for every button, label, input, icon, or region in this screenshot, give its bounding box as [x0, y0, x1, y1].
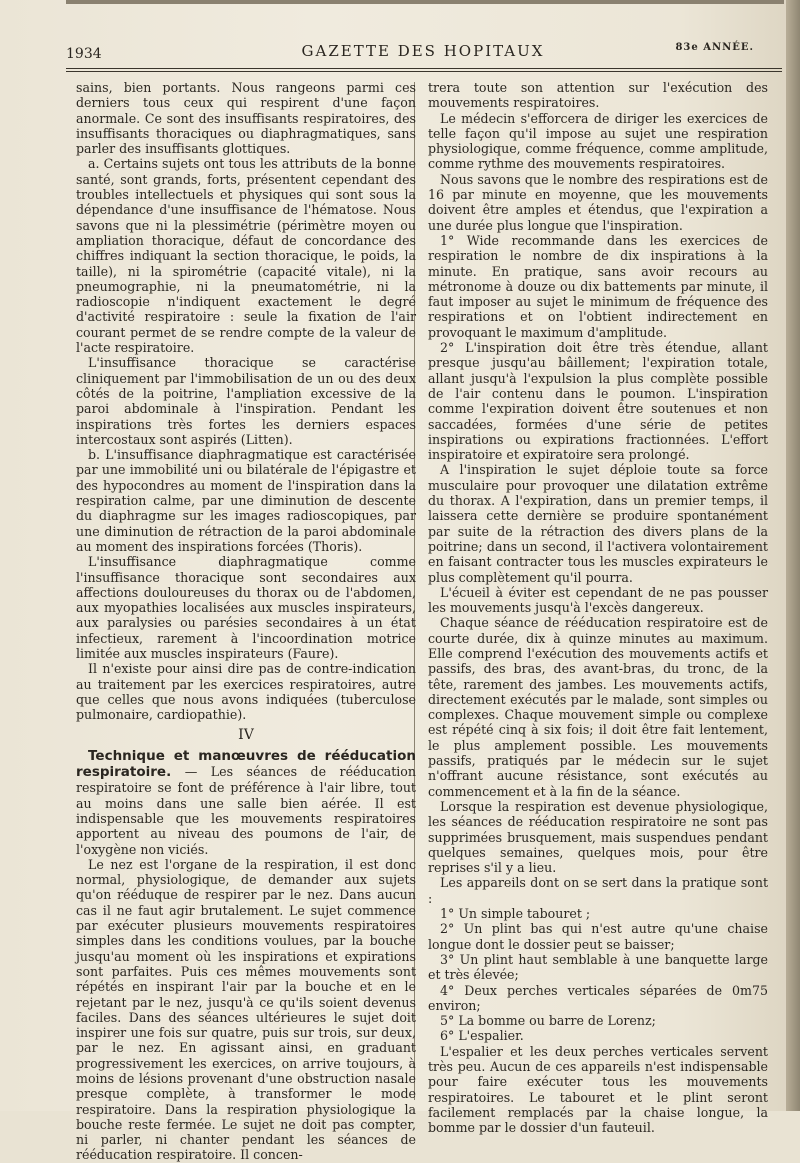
paragraph: Chaque séance de rééducation respiratoire est de courte durée, dix à quinze minutes au maximum. Elle comprend l'exécution des mouvements actifs et passifs, des bras, des avant-bras, du tronc, de la tête, rarement des jambes. Les mouvements actifs, directement exécutés par le malade, sont simples ou complexes. Chaque mouvement simple ou complexe est répété cinq à six fois; il doit être fait lentement, le plus amplement possible. Les mouvements passifs, pratiqués par le médecin sur le sujet n'offrant aucune résistance, sont exécutés au commencement et à la fin de la séance.: [428, 615, 768, 799]
paragraph: 1° Wide recommande dans les exercices de respiration le nombre de dix inspirations à la minute. En pratique, sans avoir recours au métronome à douze ou dix battements par minute, il faut imposer au sujet le minimum de fréquence des respirations et on l'obtient indirectement en provoquant le maximum d'amplitude.: [428, 232, 768, 340]
left-column: [76, 80, 416, 1163]
right-column: [428, 80, 768, 1135]
list-item: 1° Un simple tabouret ;: [440, 906, 591, 922]
paragraph: L'écueil à éviter est cependant de ne pas pousser les mouvements jusqu'à l'excès dangereux.: [428, 584, 768, 616]
paragraph: Le nez est l'organe de la respiration, il est donc normal, physiologique, de demander aux sujets qu'on rééduque de respirer par le nez. Dans aucun cas il ne faut agir brutalement. Le sujet commence par exécuter plusieurs mouvements respiratoires simples dans les conditions voulues, par la bouche jusqu'au moment où les inspirations et expirations sont parfaites. Puis ces mêmes mouvements sont répétés en inspirant l'air par la bouche et en le rejetant par le nez, jusqu'à ce qu'ils soient devenus faciles. Dans des séances ultérieures le sujet doit inspirer une fois sur quatre, puis sur trois, sur deux, par le nez. En agissant ainsi, en graduant progressivement les exercices, on arrive toujours, à moins de lésions provenant d'une obstruction nasale presque complète, à transformer le mode respiratoire. Dans la respiration physiologique la bouche reste fermée. Le sujet ne doit pas compter, ni parler, ni chanter pendant les séances de rééducation respiratoire. Il concen-: [76, 856, 416, 1163]
paragraph: L'espalier et les deux perches verticales servent très peu. Aucun de ces appareils n'est indispensable pour faire exécuter tous les mouvements respiratoires. Le tabouret et le plint seront facilement remplacés par la chaise longue, la bomme par le dossier d'un fauteuil.: [428, 1043, 768, 1136]
section-title: Technique et manœuvres de rééducation respiratoire.: [76, 747, 416, 781]
paragraph: Nous savons que le nombre des respirations est de 16 par minute en moyenne, que les mouvements doivent être amples et étendus, que l'expiration a une durée plus longue que l'inspiration.: [428, 171, 768, 233]
year-label: 83e ANNÉE.: [675, 42, 754, 53]
header-rule-2: [66, 71, 782, 72]
paragraph: Le médecin s'efforcera de diriger les exercices de telle façon qu'il impose au sujet une respiration physiologique, comme fréquence, comme amplitude, comme rythme des mouvements respiratoires.: [428, 110, 768, 172]
section-number: IV: [238, 727, 254, 744]
section-intro: [76, 748, 416, 857]
list-item: 2° Un plint bas qui n'est autre qu'une chaise longue dont le dossier peut se baisser;: [428, 921, 768, 952]
paragraph: a. Certains sujets ont tous les attributs de la bonne santé, sont grands, forts, présentent cependant des troubles intellectuels et physiques qui sont sous la dépendance d'une insuffisance de l'hématose. Nous savons que ni la plessimétrie (périmètre moyen ou ampliation thoracique, défaut de concordance des chiffres indiquant la section thoracique, le poids, la taille), ni la spirométrie (capacité vitale), ni la pneumographie, ni la pneumatométrie, ni la radioscopie n'indiquent exactement le degré d'activité respiratoire : seule la fixation de l'air courant permet de se rendre compte de la valeur de l'acte respiratoire.: [76, 156, 416, 356]
journal-title: GAZETTE DES HOPITAUX: [301, 42, 545, 60]
paragraph: Il n'existe pour ainsi dire pas de contre-indication au traitement par les exercices respiratoires, autre que celles que nous avons indiquées (tuberculose pulmonaire, cardiopathie).: [76, 661, 416, 723]
list-item: 4° Deux perches verticales séparées de 0m75 environ;: [428, 982, 768, 1013]
paragraph: trera toute son attention sur l'exécution des mouvements respiratoires.: [428, 80, 768, 111]
paragraph: Lorsque la respiration est devenue physiologique, les séances de rééducation respiratoire ne sont pas supprimées brusquement, mais suspendues pendant quelques semaines, quelques mois, pour être reprises s'il y a lieu.: [428, 798, 768, 876]
paragraph: b. L'insuffisance diaphragmatique est caractérisée par une immobilité uni ou bilatérale de l'épigastre et des hypocondres au moment de l'inspiration dans la respiration calme, par une diminution de descente du diaphragme sur les images radioscopiques, par une diminution de rétraction de la paroi abdominale au moment des inspirations forcées (Thoris).: [76, 447, 416, 554]
section-intro-text: — Les séances de rééducation respiratoire se font de préférence à l'air libre, tout au moins dans une salle bien aérée. Il est indispensable que les mouvements respiratoires apportent au niveau des poumons de l'air, de l'oxygène non viciés.: [76, 764, 416, 857]
paragraph: A l'inspiration le sujet déploie toute sa force musculaire pour provoquer une dilatation extrême du thorax. A l'expiration, dans un premier temps, il laissera cette dernière se produire spontanément par suite de la rétraction des divers plans de la poitrine; dans un second, il l'activera volontairement en faisant contracter tous les muscles expirateurs le plus complètement qu'il pourra.: [428, 462, 768, 585]
paragraph: L'insuffisance thoracique se caractérise cliniquement par l'immobilisation de un ou des deux côtés de la poitrine, l'ampliation excessive de la paroi abdominale à l'inspiration. Pendant les inspirations très fortes les derniers espaces intercostaux sont aspirés (Litten).: [76, 355, 416, 447]
paragraph: 2° L'inspiration doit être très étendue, allant presque jusqu'au bâillement; l'expiration totale, allant jusqu'à l'expulsion la plus complète possible de l'air contenu dans le poumon. L'inspiration comme l'expiration doivent être soutenues et non saccadées, formées d'une série de petites inspirations ou expirations fractionnées. L'effort inspiratoire et expiratoire sera prolongé.: [428, 340, 768, 463]
paragraph: Les appareils dont on se sert dans la pratique sont :: [428, 875, 768, 906]
page-header: [66, 42, 780, 66]
list-item: 6° L'espalier.: [440, 1028, 524, 1044]
page-edge: [786, 0, 800, 1111]
paragraph: L'insuffisance diaphragmatique comme l'insuffisance thoracique sont secondaires aux affections douloureuses du thorax ou de l'abdomen, aux myopathies localisées aux muscles inspirateurs, aux paralysies ou parésies secondaires à un état infectieux, rarement à l'incoordination motrice limitée aux muscles inspirateurs (Faure).: [76, 554, 416, 661]
list-item: 3° Un plint haut semblable à une banquette large et très élevée;: [428, 951, 768, 983]
list-item: 5° La bomme ou barre de Lorenz;: [440, 1013, 656, 1029]
header-rule: [66, 68, 782, 69]
page-number: 1934: [66, 46, 102, 62]
paragraph: sains, bien portants. Nous rangeons parmi ces derniers tous ceux qui respirent d'une façon anormale. Ce sont des insuffisants respiratoires, des insuffisants thoraciques ou diaphragmatiques, sans parler des insuffisants glottiques.: [76, 80, 416, 157]
top-border: [66, 0, 784, 4]
